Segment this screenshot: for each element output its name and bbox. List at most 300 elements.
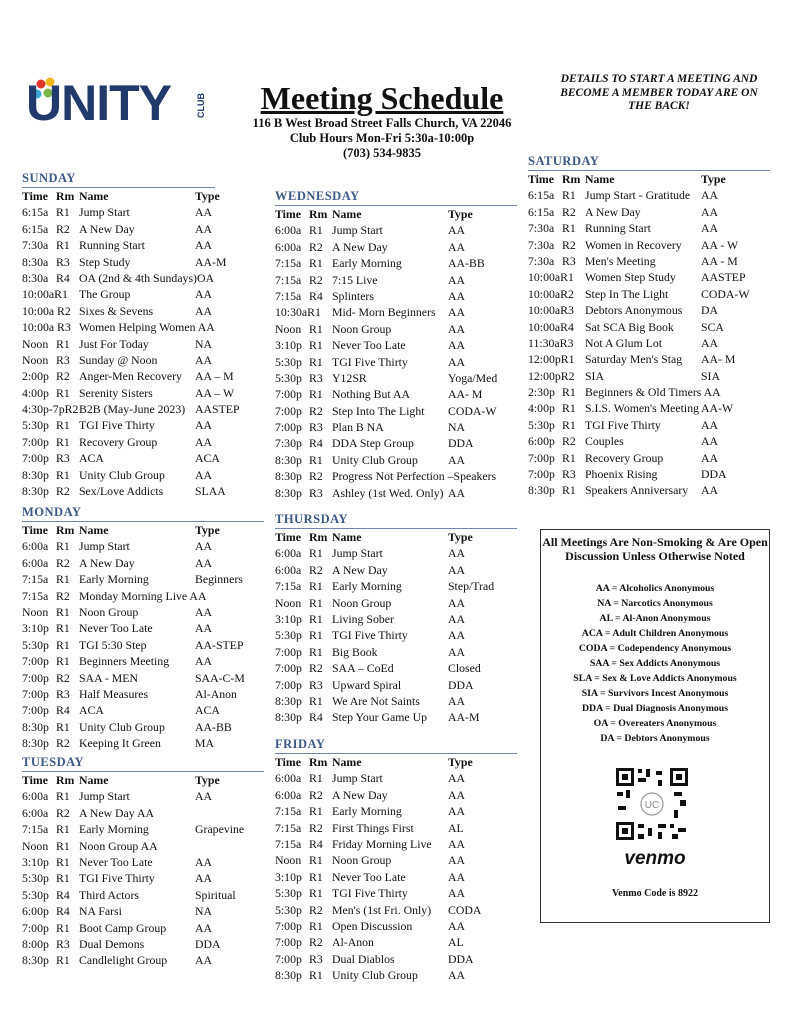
meeting-name: Couples bbox=[585, 434, 624, 449]
meeting-row bbox=[22, 887, 264, 903]
meeting-room: R1 bbox=[309, 693, 323, 708]
meeting-type: NA bbox=[448, 420, 466, 435]
column-header-time: Time bbox=[275, 755, 301, 769]
meeting-room: R3 bbox=[56, 352, 70, 367]
meeting-type: AA bbox=[448, 321, 466, 336]
meeting-time: 10:00a R3 bbox=[22, 320, 71, 335]
column-header-rm: Rm bbox=[309, 207, 328, 221]
meeting-time: 7:30p bbox=[275, 436, 302, 451]
meeting-type: DDA bbox=[195, 936, 221, 951]
meeting-row bbox=[275, 452, 517, 468]
meeting-name: Women in Recovery bbox=[585, 237, 682, 252]
meeting-time: 4:00p bbox=[528, 401, 555, 416]
meeting-type: AA bbox=[195, 654, 213, 669]
meeting-row bbox=[22, 538, 264, 554]
meeting-room: R1 bbox=[309, 223, 323, 238]
meeting-room: R2 bbox=[56, 484, 70, 499]
meeting-row bbox=[275, 321, 517, 337]
column-header-name: Name bbox=[332, 755, 362, 769]
meeting-time: 6:00p bbox=[22, 904, 49, 919]
meeting-type: CODA-W bbox=[701, 286, 750, 301]
meeting-name: Just For Today bbox=[79, 336, 149, 351]
meeting-time: 8:30p bbox=[22, 467, 49, 482]
meeting-room: R1 bbox=[309, 595, 323, 610]
sunday-heading: SUNDAY bbox=[22, 171, 215, 188]
legend-item: OA = Overeaters Anonymous bbox=[593, 718, 717, 729]
meeting-row bbox=[275, 288, 517, 304]
logo-text: UNITY bbox=[26, 75, 171, 126]
meeting-time: 5:30p bbox=[22, 637, 49, 652]
meeting-room: R4 bbox=[309, 288, 323, 303]
meeting-room: R2 bbox=[309, 469, 323, 484]
column-header-row bbox=[22, 772, 264, 788]
meeting-name: Sixes & Sevens bbox=[79, 303, 154, 318]
meeting-room: R3 bbox=[309, 951, 323, 966]
meeting-name: Progress Not Perfection –Speakers bbox=[332, 469, 497, 484]
meeting-name: Never Too Late bbox=[79, 854, 153, 869]
column-header-name: Name bbox=[332, 207, 362, 221]
column-header-row bbox=[22, 522, 264, 538]
venmo-code: Venmo Code is 8922 bbox=[611, 888, 699, 899]
column-header-time: Time bbox=[22, 189, 48, 203]
meeting-room: R1 bbox=[56, 604, 70, 619]
sunday-section bbox=[22, 171, 240, 499]
meeting-name: Living Sober bbox=[332, 611, 394, 626]
meeting-room: R1 bbox=[56, 920, 70, 935]
meeting-type: SCA bbox=[701, 319, 724, 334]
meeting-time: 6:00a bbox=[275, 787, 302, 802]
meeting-room: R1 bbox=[56, 467, 70, 482]
meeting-type: SIA bbox=[701, 368, 721, 383]
meeting-name: Noon Group bbox=[332, 595, 392, 610]
meeting-time: 5:30p bbox=[275, 902, 302, 917]
meeting-type: AA bbox=[195, 221, 213, 236]
meeting-name: 7:15 Live bbox=[332, 272, 378, 287]
meeting-row bbox=[275, 403, 517, 419]
column-header-row bbox=[528, 171, 770, 187]
meeting-time: 6:00a bbox=[275, 546, 302, 561]
meeting-row bbox=[528, 482, 770, 498]
meeting-room: R1 bbox=[562, 417, 576, 432]
meeting-time: 8:30p bbox=[22, 484, 49, 499]
venmo-logo: venmo bbox=[624, 848, 686, 869]
meeting-type: AA bbox=[701, 204, 719, 219]
friday-heading: FRIDAY bbox=[275, 737, 517, 754]
column-header-type: Type bbox=[448, 755, 473, 769]
meeting-row bbox=[528, 253, 770, 269]
meeting-room: R3 bbox=[309, 485, 323, 500]
legend-item: AL = Al-Anon Anonymous bbox=[599, 613, 711, 624]
meeting-name: Speakers Anniversary bbox=[585, 483, 689, 498]
meeting-time: 12:00pR1 bbox=[528, 352, 575, 367]
meeting-name: Friday Morning Live bbox=[332, 836, 432, 851]
meeting-time: 7:15a bbox=[275, 256, 302, 271]
meeting-type: AA- M bbox=[448, 387, 483, 402]
meeting-type: AA bbox=[701, 221, 719, 236]
meeting-name: Noon Group bbox=[332, 853, 392, 868]
column-header-time: Time bbox=[275, 207, 301, 221]
meeting-time: 8:30a bbox=[22, 254, 49, 269]
meeting-time: 6:00a bbox=[275, 771, 302, 786]
meeting-name: Jump Start bbox=[332, 546, 383, 561]
meeting-name: Phoenix Rising bbox=[585, 467, 658, 482]
meeting-time: 5:30p bbox=[275, 370, 302, 385]
meeting-time: 6:00a bbox=[22, 805, 49, 820]
meeting-time: 7:30a bbox=[528, 221, 555, 236]
meeting-name: A New Day bbox=[79, 221, 135, 236]
meeting-time: 6:15a bbox=[22, 221, 49, 236]
logo-sub-text: CLUB bbox=[196, 93, 206, 118]
meeting-time: 7:00p bbox=[275, 644, 302, 659]
meeting-room: R1 bbox=[309, 321, 323, 336]
meeting-type: AA-M bbox=[448, 710, 480, 725]
meeting-room: R2 bbox=[309, 239, 323, 254]
meeting-time: 8:30p bbox=[22, 719, 49, 734]
meeting-name: S.I.S. Women's Meeting bbox=[585, 401, 700, 416]
venmo-qr-code bbox=[614, 766, 690, 842]
meeting-name: TGI Five Thirty bbox=[79, 871, 155, 886]
meeting-row bbox=[275, 595, 517, 611]
meeting-type: AA bbox=[195, 854, 213, 869]
meeting-time: 5:30p bbox=[275, 354, 302, 369]
meeting-name: Early Morning bbox=[332, 579, 402, 594]
meeting-name: Candlelight Group bbox=[79, 953, 168, 968]
meeting-row bbox=[275, 770, 517, 786]
meeting-time: 7:00p bbox=[275, 935, 302, 950]
meeting-room: R2 bbox=[309, 562, 323, 577]
meeting-type: AA - M bbox=[701, 253, 738, 268]
meeting-type: AA bbox=[195, 434, 213, 449]
meeting-time: 7:00p bbox=[22, 434, 49, 449]
meeting-room: R1 bbox=[56, 238, 70, 253]
meeting-name: Early Morning bbox=[332, 804, 402, 819]
meeting-room: R1 bbox=[56, 572, 70, 587]
meeting-room: R1 bbox=[309, 579, 323, 594]
meeting-row bbox=[22, 303, 215, 319]
meeting-name: Never Too Late bbox=[332, 869, 406, 884]
column-header-type: Type bbox=[448, 530, 473, 544]
column-header-time: Time bbox=[275, 530, 301, 544]
meeting-room: R2 bbox=[309, 661, 323, 676]
meeting-type: AA bbox=[195, 621, 213, 636]
meeting-type: AA bbox=[448, 968, 466, 983]
meeting-row bbox=[22, 870, 264, 886]
meeting-room: R1 bbox=[562, 385, 576, 400]
meeting-row bbox=[22, 237, 215, 253]
meeting-type: AA – M bbox=[195, 369, 234, 384]
meeting-room: R1 bbox=[309, 804, 323, 819]
meeting-type: AA bbox=[448, 239, 466, 254]
meeting-row bbox=[22, 368, 234, 384]
meeting-time: 7:00p bbox=[275, 387, 302, 402]
meeting-type: AA- M bbox=[701, 352, 736, 367]
thursday-section bbox=[275, 512, 517, 726]
meeting-row bbox=[275, 222, 517, 238]
meeting-type: AA bbox=[195, 418, 213, 433]
meeting-row bbox=[22, 588, 264, 604]
meeting-type: Spiritual bbox=[195, 887, 236, 902]
meeting-name: Plan B NA bbox=[332, 420, 384, 435]
friday-section bbox=[275, 737, 517, 983]
meeting-name: Upward Spiral bbox=[332, 677, 402, 692]
meeting-time: 3:10p bbox=[275, 611, 302, 626]
meeting-room: R1 bbox=[56, 434, 70, 449]
meeting-row bbox=[528, 433, 770, 449]
legend-item: SLA = Sex & Love Addicts Anonymous bbox=[573, 673, 737, 684]
meeting-time: Noon bbox=[275, 853, 302, 868]
meeting-name: Noon Group bbox=[79, 604, 139, 619]
legend-item: ACA = Adult Children Anonymous bbox=[581, 628, 729, 639]
meeting-row bbox=[275, 951, 517, 967]
meeting-type: AL bbox=[448, 935, 464, 950]
column-header-row bbox=[275, 754, 517, 770]
club-hours: Club Hours Mon-Fri 5:30a-10:00p bbox=[289, 131, 475, 145]
meeting-time: 7:15a bbox=[275, 272, 302, 287]
meeting-name: Men's (1st Fri. Only) bbox=[332, 902, 432, 917]
qr-center-label: UC bbox=[644, 800, 660, 811]
meeting-type: AA bbox=[448, 771, 466, 786]
meeting-row bbox=[275, 902, 517, 918]
meeting-row bbox=[22, 254, 227, 270]
meeting-time: 6:00a bbox=[275, 239, 302, 254]
meeting-time: 6:00a bbox=[275, 562, 302, 577]
meeting-type: AA bbox=[448, 628, 466, 643]
meeting-room: R1 bbox=[56, 719, 70, 734]
meeting-room: R1 bbox=[562, 188, 576, 203]
meeting-row bbox=[275, 967, 517, 983]
meeting-row bbox=[22, 920, 264, 936]
meeting-room: R4 bbox=[309, 436, 323, 451]
meeting-type: AA bbox=[448, 853, 466, 868]
meeting-type: AA bbox=[195, 871, 213, 886]
legend-item: CODA = Codependency Anonymous bbox=[578, 643, 732, 654]
meeting-name: SIA bbox=[585, 368, 605, 383]
meeting-room: R3 bbox=[309, 370, 323, 385]
meeting-name: Step Study bbox=[79, 254, 131, 269]
column-header-name: Name bbox=[79, 523, 109, 537]
meeting-type: AA bbox=[195, 205, 213, 220]
meeting-name: OA (2nd & 4th Sundays)OA bbox=[79, 270, 215, 285]
meeting-row bbox=[275, 435, 517, 451]
meeting-name: Sunday @ Noon bbox=[79, 352, 158, 367]
meeting-room: R1 bbox=[56, 385, 70, 400]
meeting-row bbox=[22, 788, 264, 804]
meeting-name: Dual Demons bbox=[79, 936, 145, 951]
meeting-room: R1 bbox=[56, 854, 70, 869]
meeting-room: R4 bbox=[56, 887, 70, 902]
meeting-row bbox=[22, 483, 226, 499]
meeting-time: 5:30p bbox=[22, 418, 49, 433]
meeting-type: Grapevine bbox=[195, 822, 245, 837]
meeting-name: Jump Start bbox=[79, 539, 130, 554]
meeting-time: 8:30p bbox=[275, 469, 302, 484]
meeting-name: Men's Meeting bbox=[585, 253, 656, 268]
meeting-type: Closed bbox=[448, 661, 481, 676]
info-box bbox=[540, 529, 770, 923]
column-header-name: Name bbox=[79, 189, 109, 203]
column-header-type: Type bbox=[195, 189, 220, 203]
meeting-row bbox=[22, 838, 264, 854]
meeting-row bbox=[275, 660, 517, 676]
meeting-time: 3:10p bbox=[22, 854, 49, 869]
meeting-name: Beginners Meeting bbox=[79, 654, 170, 669]
legend-item: AA = Alcoholics Anonymous bbox=[595, 583, 715, 594]
meeting-type: AASTEP bbox=[701, 270, 746, 285]
meeting-row bbox=[528, 351, 770, 367]
meeting-room: R1 bbox=[56, 205, 70, 220]
meeting-row bbox=[528, 286, 770, 302]
meeting-time: 7:15a bbox=[22, 572, 49, 587]
meeting-room: R1 bbox=[309, 886, 323, 901]
meeting-name: Running Start bbox=[79, 238, 145, 253]
meeting-time: 7:30a bbox=[22, 238, 49, 253]
meeting-type: AA bbox=[195, 604, 213, 619]
meeting-name: Running Start bbox=[585, 221, 651, 236]
meeting-time: 10:00a R2 bbox=[22, 303, 71, 318]
meeting-row bbox=[275, 386, 517, 402]
meeting-room: R1 bbox=[309, 771, 323, 786]
meeting-name: Open Discussion bbox=[332, 918, 413, 933]
meeting-room: R2 bbox=[56, 555, 70, 570]
meeting-name: Early Morning bbox=[332, 256, 402, 271]
meeting-name: TGI 5:30 Step bbox=[79, 637, 147, 652]
unity-club-logo bbox=[22, 70, 212, 126]
meeting-type: AA bbox=[448, 693, 466, 708]
column-header-rm: Rm bbox=[56, 773, 75, 787]
meeting-time: 7:15a bbox=[22, 822, 49, 837]
meeting-name: TGI Five Thirty bbox=[585, 417, 661, 432]
meeting-time: 8:30a bbox=[22, 270, 49, 285]
meeting-name: Recovery Group bbox=[79, 434, 158, 449]
meeting-row bbox=[275, 272, 517, 288]
meeting-name: Not A Glum Lot bbox=[585, 335, 663, 350]
meeting-name: Never Too Late bbox=[79, 621, 153, 636]
title-block bbox=[232, 80, 532, 161]
meeting-type: AA bbox=[448, 452, 466, 467]
meeting-time: 3:10p bbox=[275, 869, 302, 884]
meeting-room: R4 bbox=[309, 836, 323, 851]
meeting-room: R2 bbox=[309, 935, 323, 950]
meeting-name: Serenity Sisters bbox=[79, 385, 153, 400]
club-phone: (703) 534-9835 bbox=[342, 146, 422, 160]
meeting-time: 6:00a bbox=[22, 555, 49, 570]
meeting-type: AA bbox=[195, 555, 213, 570]
meeting-type: AA – W bbox=[195, 385, 235, 400]
meeting-name: Unity Club Group bbox=[332, 452, 418, 467]
meeting-type: DDA bbox=[448, 436, 474, 451]
meeting-time: 7:15a bbox=[275, 820, 302, 835]
meeting-row bbox=[22, 620, 264, 636]
meeting-type: AA bbox=[195, 303, 213, 318]
abbreviation-legend bbox=[541, 581, 769, 746]
meeting-name: DDA Step Group bbox=[332, 436, 414, 451]
meeting-room: R1 bbox=[309, 256, 323, 271]
meeting-type: AA bbox=[701, 188, 719, 203]
meeting-time: 10:30aR1 bbox=[275, 305, 321, 320]
column-header-row bbox=[22, 188, 220, 204]
club-address: 116 B West Broad Street Falls Church, VA 22046 bbox=[252, 116, 512, 130]
meeting-time: 7:00p bbox=[22, 920, 49, 935]
meeting-row bbox=[22, 270, 215, 286]
meeting-type: AA bbox=[701, 434, 719, 449]
column-header-time: Time bbox=[22, 523, 48, 537]
meeting-room: R1 bbox=[309, 968, 323, 983]
meeting-type: AA bbox=[195, 287, 213, 302]
meeting-row bbox=[275, 934, 517, 950]
meeting-row bbox=[22, 604, 264, 620]
meeting-row bbox=[275, 693, 517, 709]
meeting-row bbox=[275, 836, 517, 852]
meeting-type: AA bbox=[195, 789, 213, 804]
legend-item: DA = Debtors Anonymous bbox=[600, 733, 710, 744]
meeting-row bbox=[275, 304, 517, 320]
wednesday-heading: WEDNESDAY bbox=[275, 189, 517, 206]
meeting-name: Recovery Group bbox=[585, 450, 664, 465]
meeting-room: R1 bbox=[309, 644, 323, 659]
meeting-time: 7:30a bbox=[528, 253, 555, 268]
meeting-row bbox=[22, 952, 264, 968]
column-header-type: Type bbox=[448, 207, 473, 221]
meeting-name: Early Morning bbox=[79, 572, 149, 587]
meeting-name: Big Book bbox=[332, 644, 378, 659]
meeting-name: Boot Camp Group bbox=[79, 920, 167, 935]
meeting-type: DDA bbox=[701, 467, 727, 482]
meeting-row bbox=[275, 468, 517, 484]
meeting-room: R3 bbox=[309, 677, 323, 692]
meeting-type: CODA-W bbox=[448, 403, 497, 418]
meeting-name: Mid- Morn Beginners bbox=[332, 305, 436, 320]
meeting-type: AA bbox=[195, 467, 213, 482]
meeting-room: R1 bbox=[309, 628, 323, 643]
meeting-row bbox=[22, 719, 264, 735]
meeting-name: Women Helping Women AA bbox=[79, 320, 215, 335]
meeting-name: ACA bbox=[79, 451, 104, 466]
meeting-row bbox=[22, 637, 264, 653]
meeting-room: R2 bbox=[562, 237, 576, 252]
meeting-row bbox=[22, 385, 235, 401]
meeting-room: R1 bbox=[56, 871, 70, 886]
wednesday-section bbox=[275, 189, 517, 501]
meeting-name: Dual Diablos bbox=[332, 951, 395, 966]
meeting-name: Early Morning bbox=[79, 822, 149, 837]
meeting-time: 7:15a bbox=[275, 836, 302, 851]
legend-item: SIA = Survivors Incest Anonymous bbox=[581, 688, 729, 699]
meeting-type: DDA bbox=[448, 677, 474, 692]
meeting-type: AA-M bbox=[195, 254, 227, 269]
meeting-room: R1 bbox=[56, 418, 70, 433]
meeting-name: Debtors Anonymous bbox=[585, 303, 683, 318]
meeting-row bbox=[528, 335, 770, 351]
meeting-row bbox=[275, 545, 517, 561]
meeting-name: Unity Club Group bbox=[332, 968, 418, 983]
meeting-room: R2 bbox=[309, 403, 323, 418]
meeting-row bbox=[275, 239, 517, 255]
meeting-type: AA bbox=[448, 869, 466, 884]
meeting-name: Keeping It Green bbox=[79, 736, 161, 751]
meeting-name: SAA - MEN bbox=[79, 670, 138, 685]
meeting-name: Unity Club Group bbox=[79, 467, 165, 482]
meeting-row bbox=[275, 337, 517, 353]
meeting-time: Noon bbox=[22, 604, 49, 619]
meeting-type: AA bbox=[195, 352, 213, 367]
meeting-type: AA-W bbox=[701, 401, 734, 416]
meeting-time: 8:30p bbox=[275, 968, 302, 983]
meeting-time: 8:30p bbox=[528, 483, 555, 498]
saturday-section bbox=[528, 154, 770, 499]
meeting-room: R1 bbox=[56, 953, 70, 968]
meeting-name: Anger-Men Recovery bbox=[79, 369, 182, 384]
meeting-time: 8:30p bbox=[275, 452, 302, 467]
